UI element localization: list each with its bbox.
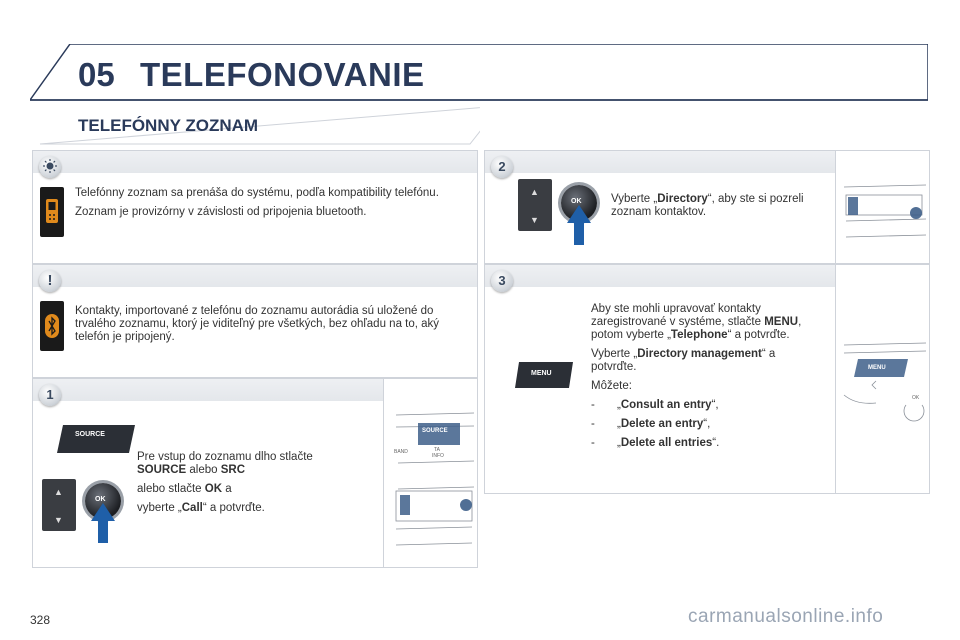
sketch-band-label: BAND [394,449,408,455]
warning-text: Kontakty, importované z telefónu do zoznamu autorádia sú uložené do trvalého zoznamu, ktorý je viditeľný pre všetkých, bez ohľadu na to, aký telefón je pripojený. [75,305,440,343]
menu-button-label: MENU [531,370,552,377]
sketch-info-label: INFO [432,453,444,459]
arrow-up-icon[interactable]: ▲ [530,187,539,197]
radio-sketch [835,151,929,263]
arrow-up-icon[interactable]: ▲ [54,487,63,497]
press-arrow-icon [91,503,115,543]
step-2-text: Vyberte „Directory“, aby ste si pozreli zoznam kontaktov. [611,193,804,218]
sketch-source-label: SOURCE [422,428,448,434]
step-2-badge: 2 [491,156,513,178]
option-delete-all: - „Delete all entries“. [591,437,720,449]
arrow-down-icon[interactable]: ▼ [530,215,539,225]
source-button[interactable] [55,423,137,455]
warning-panel [32,264,478,378]
lightbulb-icon [39,156,61,178]
watermark: carmanualsonline.info [688,606,884,627]
ok-button-label: OK [571,198,582,205]
chapter-number: 05 [78,56,115,93]
info-line-1: Telefónny zoznam sa prenáša do systému, podľa kompatibility telefónu. [75,187,439,199]
section-title: TELEFÓNNY ZOZNAM [78,116,259,135]
step-1-panel [32,378,478,568]
exclamation-icon: ! [39,270,61,292]
menu-button[interactable] [513,361,575,389]
sketch-menu-label: MENU [868,365,886,371]
info-panel [32,150,478,264]
info-line-2: Zoznam je provizórny v závislosti od pripojenia bluetooth. [75,206,367,218]
step-3-panel [484,264,930,494]
radio-sketch [835,265,929,493]
arrow-pad[interactable] [518,179,552,231]
sketch-ta-label: TA [434,447,441,453]
step-2-panel [484,150,930,264]
option-consult: - „Consult an entry“, [591,399,719,411]
arrow-down-icon[interactable]: ▼ [54,515,63,525]
press-arrow-icon [567,205,591,245]
step-3-text: Aby ste mohli upravovať kontakty zaregistrované v systéme, stlačte MENU, potom vyberte „Telephone“ a potvrďte. Vyberte „Directory management“ a potvrďte. Môžete: - „Consult an entry“, - „Delete an entry“, - „Delete all entries“. [591,303,819,456]
bluetooth-icon [40,301,64,351]
step-3-badge: 3 [491,270,513,292]
sketch-ok-label: OK [912,395,920,401]
option-delete: - „Delete an entry“, [591,418,711,430]
step-1-text: Pre vstup do zoznamu dlho stlačte SOURCE alebo SRC alebo stlačte OK a vyberte „Call“ a potvrďte. [137,451,313,514]
radio-sketch [383,379,477,567]
page-number: 328 [30,613,51,627]
chapter-title: TELEFONOVANIE [140,56,425,93]
step-1-badge: 1 [39,384,61,406]
info-text [75,187,465,225]
phone-icon [40,187,64,237]
ok-button-label: OK [95,496,106,503]
source-button-label: SOURCE [75,431,105,438]
arrow-pad[interactable] [42,479,76,531]
